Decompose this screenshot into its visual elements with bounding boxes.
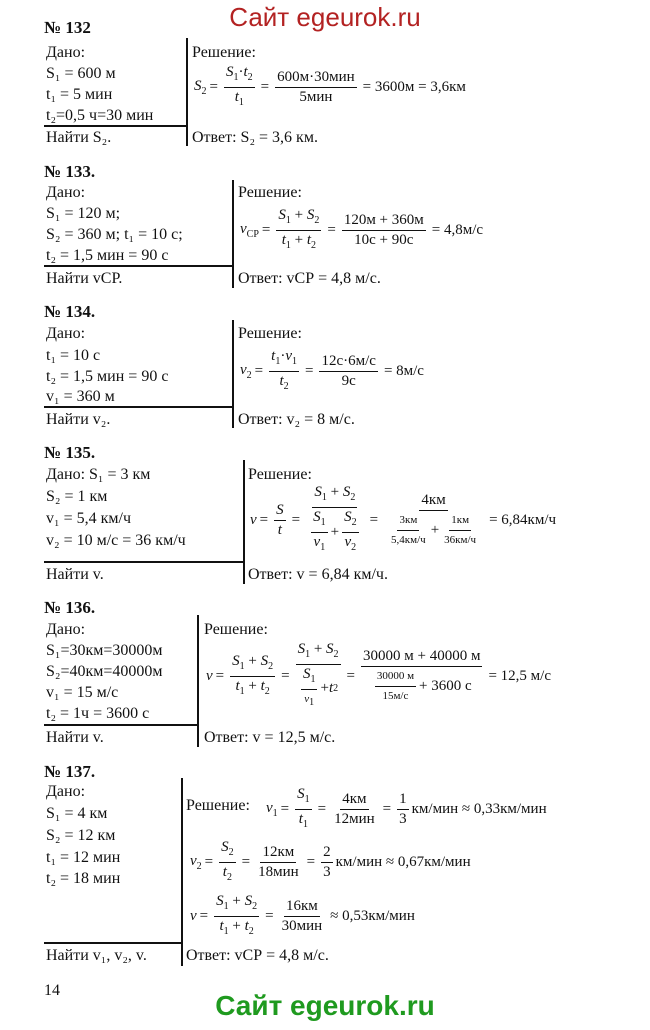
given-label: Дано: xyxy=(46,325,86,342)
problem-number: № 134. xyxy=(44,302,96,321)
formula: $v_{СР}$ = $\frac{S_1 + S_2}{t_1 + t_2}$ = 120м + 360м 10с + 90с = 4,8м/с xyxy=(240,207,484,251)
divider xyxy=(243,460,245,584)
given-line: S₁ = 120 м; xyxy=(46,205,121,222)
given-line: Дано: S₁ = 3 км xyxy=(46,466,151,483)
given-line: S₂ = 12 км xyxy=(46,827,116,844)
given-line: S₂=40км=40000м xyxy=(46,663,163,680)
given-line: S₁ = 600 м xyxy=(46,65,116,82)
given-line: S₂ = 1 км xyxy=(46,488,108,505)
divider xyxy=(44,265,232,267)
answer-line: Ответ: v = 12,5 м/с. xyxy=(204,729,336,746)
divider xyxy=(44,724,198,726)
formula-term: $S_2$ xyxy=(194,78,207,97)
divider xyxy=(44,942,182,944)
divider xyxy=(186,38,188,146)
answer-line: Ответ: v₂ = 8 м/с. xyxy=(238,411,355,428)
given-line: t₂=0,5 ч=30 мин xyxy=(46,107,154,124)
given-line: S₁=30км=30000м xyxy=(46,642,163,659)
formula: $v_2$ = $\frac{S_2}{t_2}$ = 12км 18мин = $\frac{2}{3}$ км/мин ≈ 0,67км/мин xyxy=(190,839,471,883)
divider xyxy=(44,125,186,127)
solution-label: Решение: xyxy=(238,184,302,201)
given-line: t₂ = 1ч = 3600 с xyxy=(46,705,150,722)
given-label: Дано: xyxy=(46,184,86,201)
formula: v = $\frac{S_1 + S_2}{t_1 + t_2}$ = 16км 30мин ≈ 0,53км/мин xyxy=(190,893,415,937)
given-line: S₁ = 4 км xyxy=(46,805,108,822)
divider xyxy=(232,320,234,428)
answer-line: Ответ: S₂ = 3,6 км. xyxy=(192,129,318,146)
divider xyxy=(44,406,232,408)
given-label: Дано: xyxy=(46,44,86,61)
formula: $S_2$ = $\frac{S_1\cdot t_2}{t_1}$ = 600м·30мин 5мин = 3600м = 3,6км xyxy=(194,64,466,108)
problem-number: № 136. xyxy=(44,598,96,617)
problem-number: № 137. xyxy=(44,762,96,781)
answer-line: Ответ: v = 6,84 км/ч. xyxy=(248,566,388,583)
solution-label: Решение: xyxy=(248,466,312,483)
formula: $v_1$ = $\frac{S_1}{t_1}$ = 4км 12мин = $\frac{1}{3}$ км/мин ≈ 0,33км/мин xyxy=(266,786,547,830)
given-line: S₂ = 360 м; t₁ = 10 с; xyxy=(46,226,183,243)
given-label: Дано: xyxy=(46,621,86,638)
given-line: v₁ = 5,4 км/ч xyxy=(46,510,131,527)
find-line: Найти v₂. xyxy=(46,411,111,428)
problem-number: № 135. xyxy=(44,443,96,462)
divider xyxy=(232,180,234,288)
given-line: v₁ = 15 м/с xyxy=(46,684,119,701)
find-line: Найти v. xyxy=(46,566,104,583)
site-watermark-top: Сайт egeurok.ru xyxy=(229,2,421,32)
solution-label: Решение: xyxy=(192,44,256,61)
given-line: t₁ = 10 с xyxy=(46,347,101,364)
problem-number: № 132 xyxy=(44,18,91,37)
divider xyxy=(197,615,199,747)
find-line: Найти vСР. xyxy=(46,270,123,287)
page-number: 14 xyxy=(44,982,60,999)
solution-label: Решение: xyxy=(204,621,268,638)
answer-line: Ответ: vСР = 4,8 м/с. xyxy=(186,947,329,964)
divider xyxy=(181,778,183,966)
problem-number: № 133. xyxy=(44,162,96,181)
given-line: t₂ = 1,5 мин = 90 с xyxy=(46,368,169,385)
given-line: t₂ = 1,5 мин = 90 с xyxy=(46,247,169,264)
find-line: Найти v₁, v₂, v. xyxy=(46,947,147,964)
solution-label: Решение: xyxy=(238,325,302,342)
formula: v = $\frac{S_1 + S_2}{t_1 + t_2}$ = $S_1 + S_2$ $S_1$ $v_1$ + t 2 = 30000 м + 40000 м 30000 м 15м/с + 3600 с = 12,5 м/с xyxy=(206,641,551,709)
formula: $v_2$ = $\frac{t_1\cdot v_1}{t_2}$ = 12с·6м/с 9с = 8м/с xyxy=(240,348,424,392)
site-watermark-bottom: Сайт egeurok.ru xyxy=(215,990,435,1021)
find-line: Найти v. xyxy=(46,729,104,746)
given-line: t₁ = 12 мин xyxy=(46,849,121,866)
given-line: v₁ = 360 м xyxy=(46,388,115,405)
solution-label: Решение: xyxy=(186,797,250,814)
formula: v = $\frac{S}{t}$ = $S_1 + S_2$ $S_1$ $v_1$ + $S_2$ $v_2$ = 4км 3км 5,4км/ч + 1км 36км/ч = 6,84км/ч xyxy=(250,484,557,553)
given-line: v₂ = 10 м/с = 36 км/ч xyxy=(46,532,186,549)
given-label: Дано: xyxy=(46,783,86,800)
given-line: t₁ = 5 мин xyxy=(46,86,113,103)
answer-line: Ответ: vСР = 4,8 м/с. xyxy=(238,270,381,287)
find-line: Найти S₂. xyxy=(46,129,112,146)
divider xyxy=(44,561,244,563)
given-line: t₂ = 18 мин xyxy=(46,870,121,887)
